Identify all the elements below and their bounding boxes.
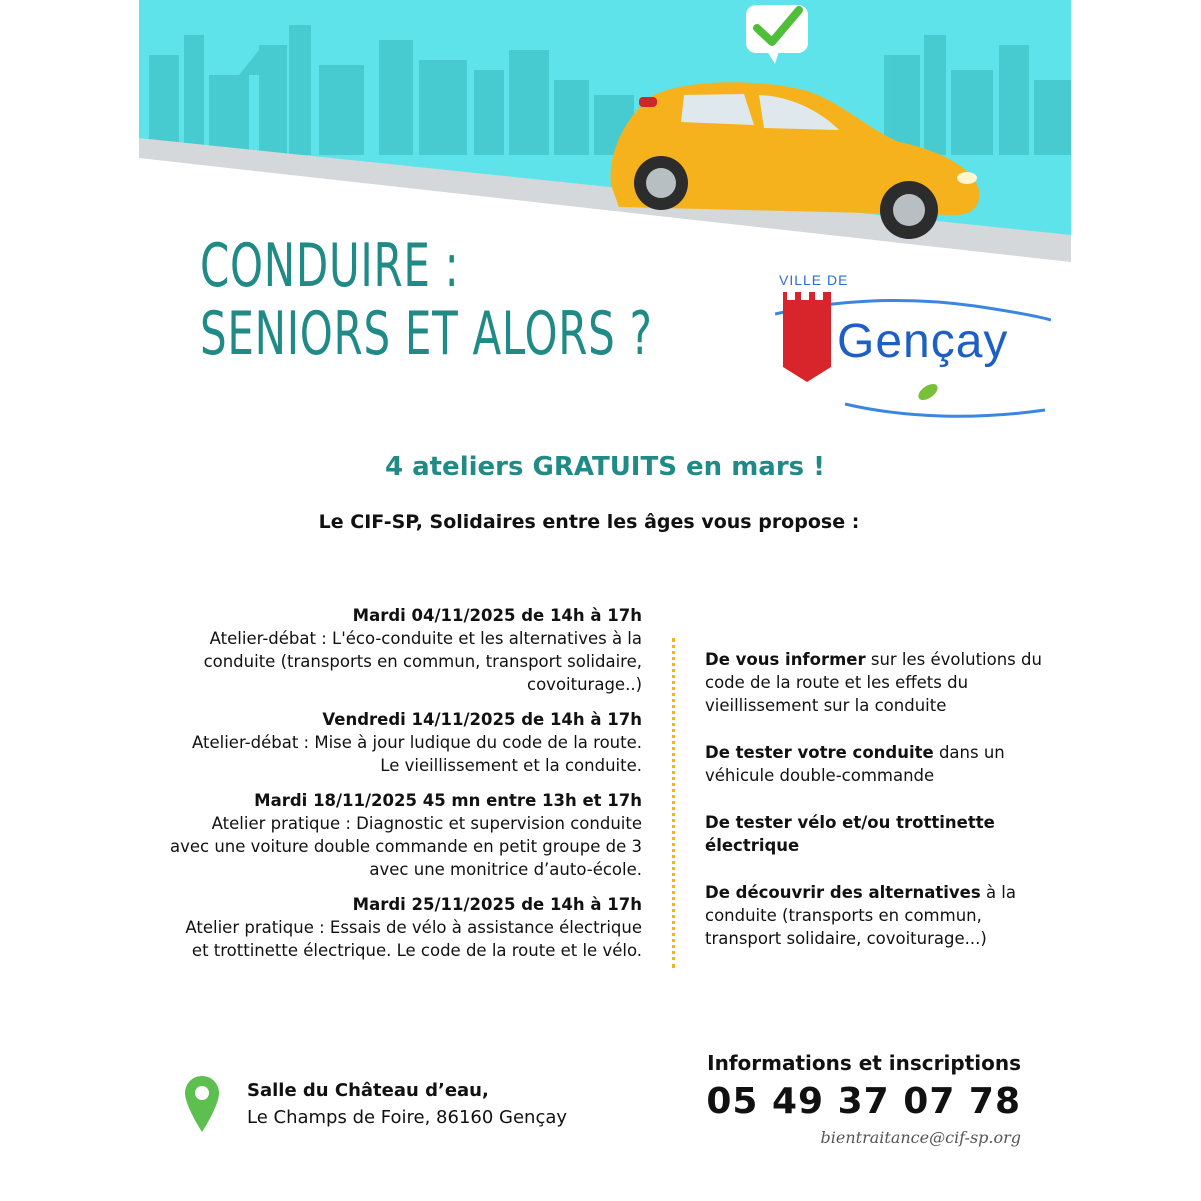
- subline: Le CIF-SP, Solidaires entre les âges vous propose :: [318, 511, 860, 533]
- car-city-illustration: [139, 0, 1071, 270]
- benefit-text: dans un véhicule double-commande: [705, 743, 1005, 785]
- phone-number[interactable]: 05 49 37 07 78: [706, 1081, 1021, 1122]
- benefit-lead: De tester vélo et/ou trottinette électrique: [705, 813, 995, 855]
- workshop-description: Atelier pratique : Essais de vélo à assistance électrique et trottinette électrique. Le code de la route et le vélo.: [185, 918, 642, 960]
- workshop-date: Mardi 04/11/2025 de 14h à 17h: [352, 606, 642, 625]
- workshop-description: Atelier pratique : Diagnostic et supervision conduite avec une voiture double commande en petit groupe de 3 avec une monitrice d’auto-école.: [169, 814, 642, 879]
- benefit-item: [705, 811, 1050, 857]
- workshop-date: Mardi 18/11/2025 45 mn entre 13h et 17h: [254, 791, 642, 810]
- poster: [139, 0, 1071, 1201]
- logo-name: Gençay: [837, 315, 1009, 368]
- address-block: [247, 1077, 567, 1131]
- email-link[interactable]: bientraitance@cif-sp.org: [820, 1128, 1021, 1147]
- benefit-lead: De tester votre conduite: [705, 743, 934, 762]
- workshop-item: [169, 789, 642, 881]
- workshop-item: [169, 604, 642, 696]
- benefit-lead: De découvrir des alternatives: [705, 883, 981, 902]
- workshop-list: [169, 604, 642, 974]
- venue-address: Le Champs de Foire, 86160 Gençay: [247, 1107, 568, 1128]
- venue-name: Salle du Château d’eau,: [247, 1080, 489, 1101]
- location-pin-icon: [185, 1076, 219, 1132]
- benefit-list: [705, 648, 1050, 974]
- workshop-date: Mardi 25/11/2025 de 14h à 17h: [352, 895, 642, 914]
- poster-title: [200, 232, 847, 368]
- workshop-date: Vendredi 14/11/2025 de 14h à 17h: [322, 710, 642, 729]
- benefit-text: sur les évolutions du code de la route et les effets du vieillissement sur la conduite: [705, 650, 1042, 715]
- contact-block: [706, 1051, 1021, 1147]
- workshop-item: [169, 893, 642, 962]
- logo-prefix: VILLE DE: [779, 272, 849, 288]
- workshop-description: Atelier-débat : L'éco-conduite et les alternatives à la conduite (transports en commun, transport solidaire, covoiturage..): [203, 629, 642, 694]
- title-line-1: CONDUIRE :: [200, 231, 460, 301]
- title-line-2: SENIORS ET ALORS ?: [200, 299, 653, 369]
- benefit-text: à la conduite (transports en commun, transport solidaire, covoiturage...): [705, 883, 1016, 948]
- contact-heading: Informations et inscriptions: [707, 1051, 1021, 1075]
- benefit-item: [705, 741, 1050, 787]
- headline: 4 ateliers GRATUITS en mars !: [384, 452, 826, 482]
- workshop-description: Atelier-débat : Mise à jour ludique du code de la route. Le vieillissement et la conduite.: [192, 733, 642, 775]
- gencay-logo: [775, 272, 1051, 420]
- benefit-lead: De vous informer: [705, 650, 866, 669]
- dotted-divider: [672, 638, 675, 968]
- benefit-item: [705, 648, 1050, 717]
- workshop-item: [169, 708, 642, 777]
- benefit-item: [705, 881, 1050, 950]
